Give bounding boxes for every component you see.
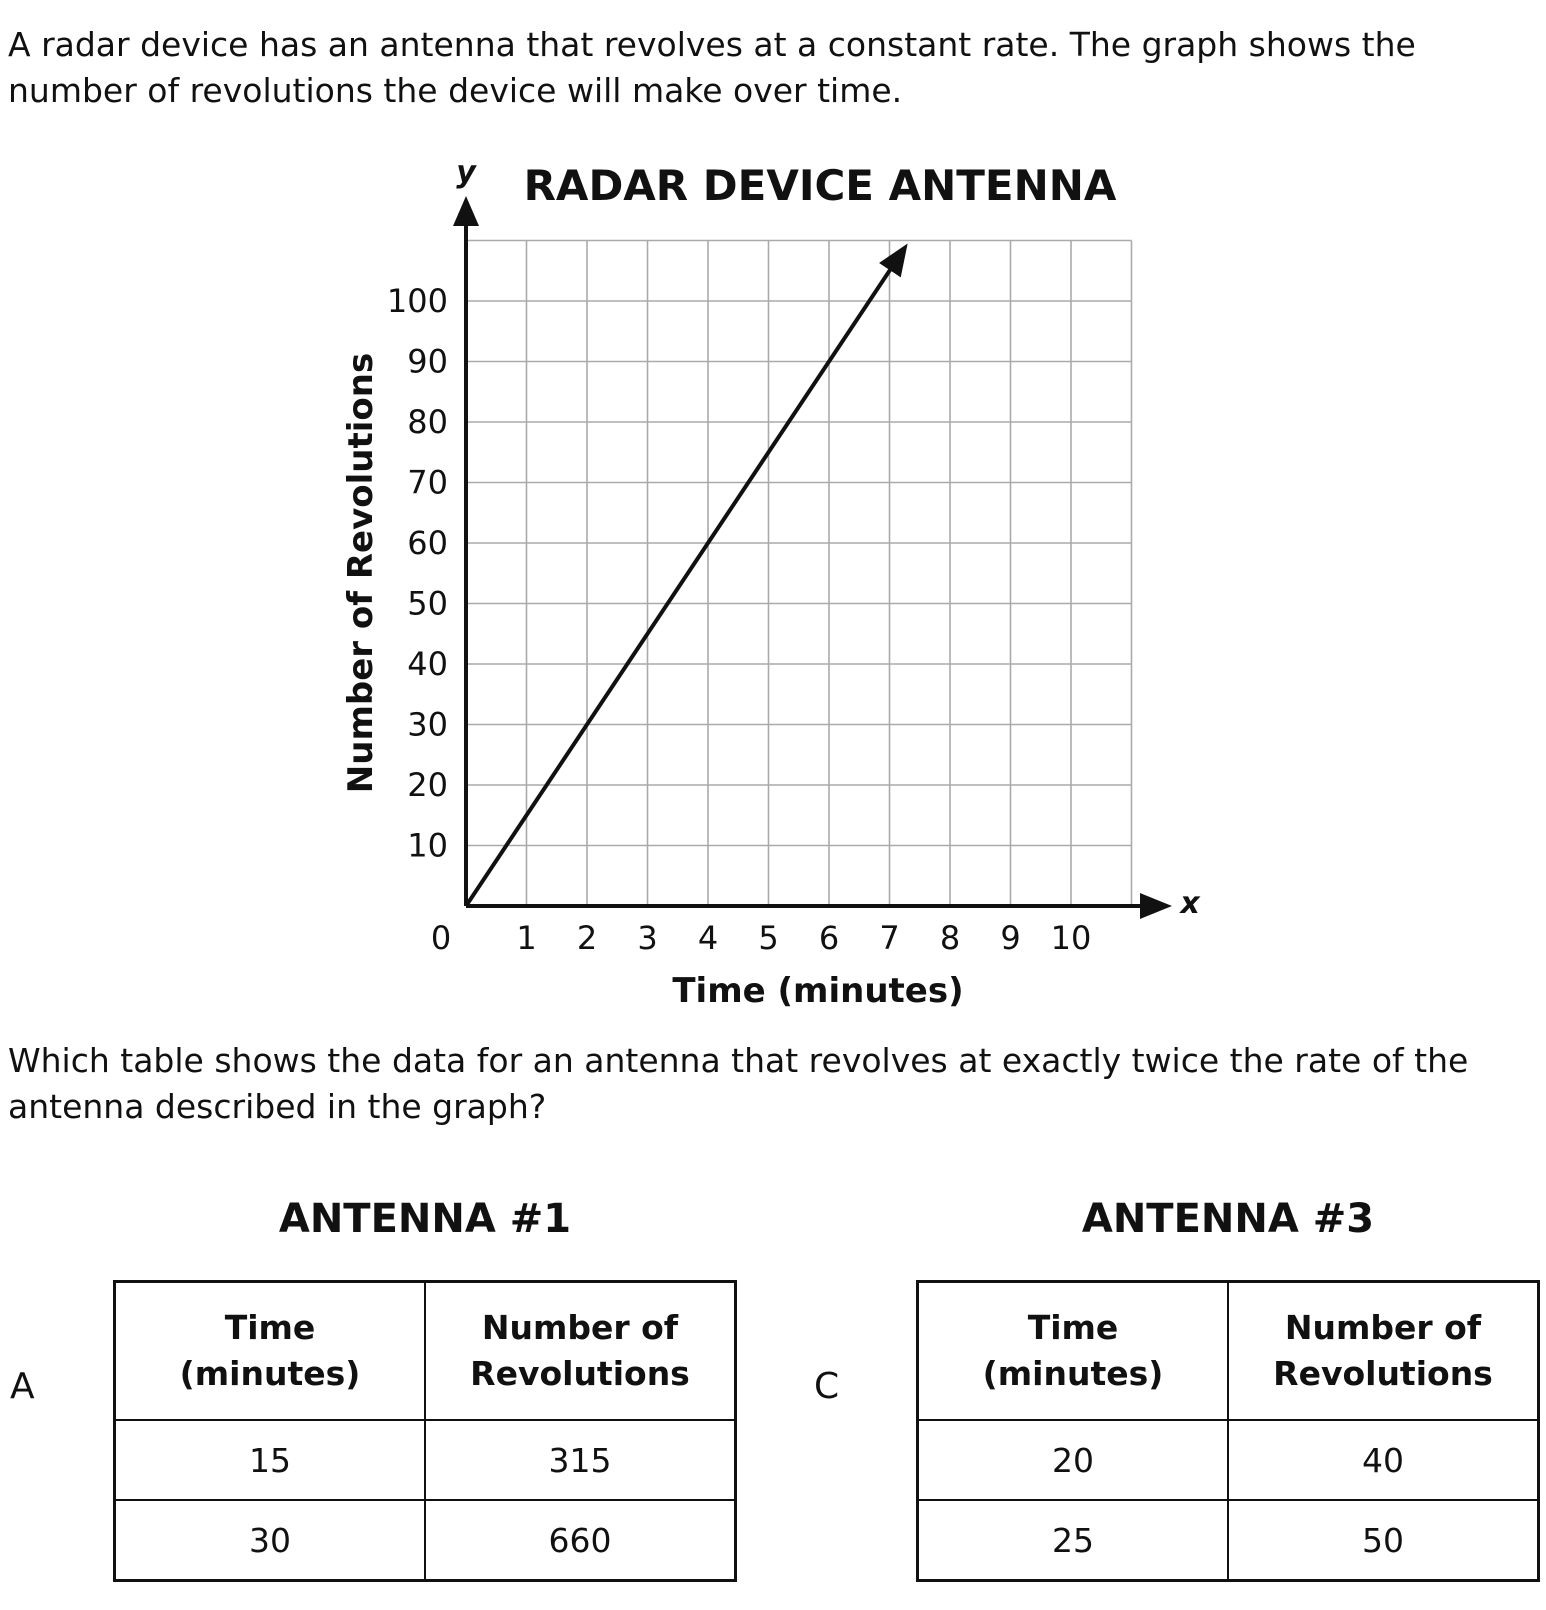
chart-grid: [466, 241, 1132, 907]
y-axis-label: Number of Revolutions: [341, 352, 381, 794]
revolutions-cell: 50: [1228, 1500, 1539, 1581]
y-tick-label: 80: [407, 403, 448, 441]
question-text: Which table shows the data for an antenna that revolves at exactly twice the rate of the antenna described in the graph?: [8, 1041, 1469, 1126]
y-tick-label: 60: [407, 524, 448, 562]
revolutions-header: Number of Revolutions: [1228, 1282, 1539, 1421]
chart-title: RADAR DEVICE ANTENNA: [523, 161, 1117, 210]
intro-text: A radar device has an antenna that revolves at a constant rate. The graph shows the number of revolutions the device will make over time.: [8, 25, 1416, 110]
x-tick-label: 3: [637, 919, 658, 957]
table-row: [918, 1420, 1539, 1500]
option-c-letter[interactable]: C: [814, 1366, 840, 1407]
x-tick-label: 1: [516, 919, 537, 957]
revolutions-cell: 40: [1228, 1420, 1539, 1500]
x-axis-arrow: [1140, 893, 1172, 919]
option-a-letter[interactable]: A: [10, 1366, 35, 1407]
revolutions-cell: 660: [425, 1500, 736, 1581]
y-tick-label: 10: [407, 826, 448, 865]
time-cell: 15: [115, 1420, 426, 1500]
y-tick-label: 20: [407, 766, 448, 804]
x-tick-label: 5: [758, 919, 779, 957]
table-row: [918, 1500, 1539, 1581]
time-cell: 25: [918, 1500, 1229, 1581]
y-tick-label: 100: [386, 282, 448, 320]
y-axis-letter: y: [456, 155, 476, 190]
option-a-title: ANTENNA #1: [278, 1196, 572, 1242]
x-tick-label: 6: [818, 919, 840, 957]
revolutions-header: Number of Revolutions: [425, 1282, 736, 1421]
x-axis-letter: x: [1180, 886, 1200, 921]
x-tick-label: 8: [939, 919, 961, 957]
x-tick-label: 2: [576, 919, 598, 957]
y-tick-label: 90: [407, 342, 448, 381]
revolutions-cell: 315: [425, 1420, 736, 1500]
option-c-table: [916, 1280, 1540, 1582]
series-arrow: [879, 244, 908, 278]
x-tick-label: 10: [1050, 919, 1092, 957]
y-tick-label: 30: [407, 705, 448, 744]
x-tick-label: 4: [697, 919, 719, 957]
y-axis-arrow: [453, 196, 479, 226]
time-cell: 30: [115, 1500, 426, 1581]
y-tick-label: 50: [407, 584, 448, 623]
time-cell: 20: [918, 1420, 1229, 1500]
option-c-title: ANTENNA #3: [1081, 1196, 1375, 1242]
table-row: [115, 1420, 736, 1500]
x-tick-label: 9: [1000, 919, 1021, 957]
x-tick-label: 7: [879, 919, 900, 957]
time-header: Time (minutes): [918, 1282, 1229, 1421]
y-tick-label: 40: [407, 645, 448, 683]
x-tick-label: 0: [430, 919, 452, 957]
option-a-table: [113, 1280, 737, 1582]
table-row: [115, 1500, 736, 1581]
time-header: Time (minutes): [115, 1282, 426, 1421]
x-axis-label: Time (minutes): [672, 971, 964, 1011]
y-tick-label: 70: [407, 463, 448, 502]
